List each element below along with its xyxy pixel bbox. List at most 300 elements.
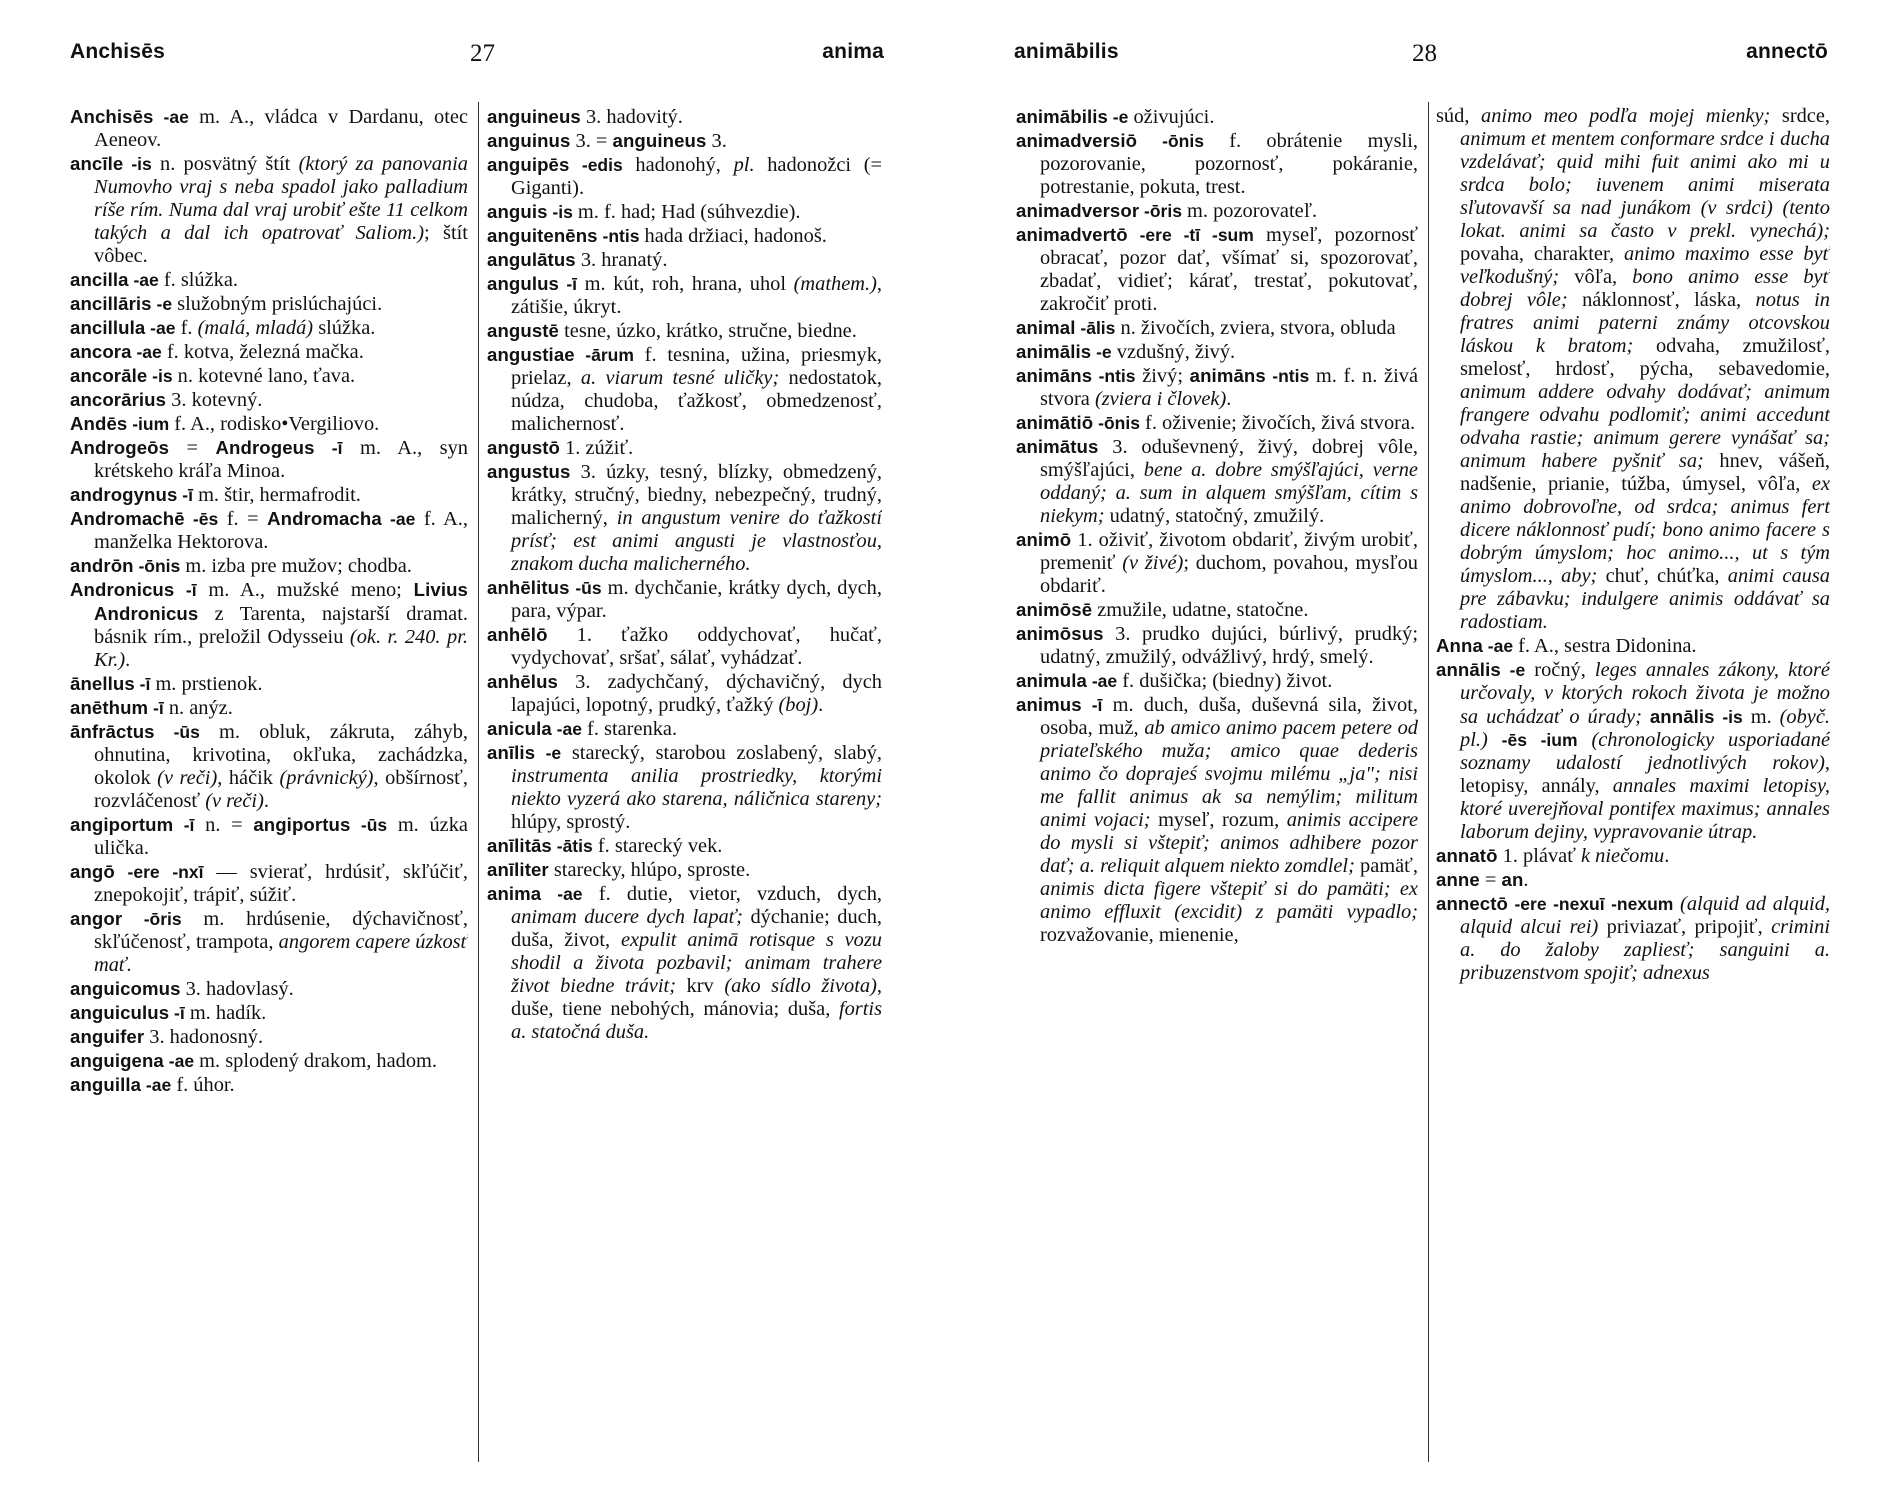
dictionary-entry: [70, 364, 468, 388]
dictionary-entry: [487, 319, 882, 343]
dictionary-entry: [70, 860, 468, 907]
definition-text: f. starecký vek.: [592, 835, 723, 857]
headword: anima: [487, 883, 542, 904]
headword: Anchisēs: [70, 106, 154, 127]
guide-word-first: animābilis: [1014, 40, 1119, 63]
grammar-ending: -ī: [177, 485, 193, 505]
definition-text: 3. hadovitý.: [580, 106, 683, 128]
definition-text: starecky, hlúpo, sproste.: [548, 859, 751, 881]
headword: ancorāle: [70, 365, 148, 386]
definition-text: f. kotva, železná mačka.: [161, 341, 364, 363]
definition-text: povaha, charakter,: [1460, 243, 1624, 265]
definition-text: f. A., rodisko•Vergiliovo.: [169, 413, 380, 435]
headword: anguilla: [70, 1074, 142, 1095]
definition-text: vzdušný, živý.: [1111, 341, 1236, 363]
headword: angustō: [487, 437, 561, 458]
definition-text: 1. zúžiť.: [560, 437, 634, 459]
italic-phrase: animi causa pre zábavku; indulgere animis oddávať sa radostiam.: [1460, 565, 1830, 633]
definition-text: f. dušička; (biedny) život.: [1117, 670, 1333, 692]
guide-word-last: anima: [822, 40, 884, 63]
definition-text: m. splodený drakom, hadom.: [194, 1050, 438, 1072]
italic-phrase: in angustum venire do ťažkostí prísť; est animi angusti je vlastnosťou, znakom ducha malicherného.: [511, 507, 882, 575]
dictionary-entry: [70, 316, 468, 340]
definition-text: .: [1523, 869, 1529, 891]
dictionary-entry: [487, 129, 882, 153]
definition-text: m. A., mužské meno;: [196, 579, 414, 601]
italic-phrase: animo maximo esse byť veľkodušný;: [1460, 243, 1830, 288]
headword: annatō: [1436, 845, 1498, 866]
headword: angō: [70, 861, 115, 882]
italic-phrase: animam ducere dych lapať;: [511, 906, 743, 928]
definition-text: myseľ, rozum,: [1150, 809, 1287, 831]
headword: animadversor: [1016, 200, 1140, 221]
left-running-head: [0, 40, 944, 76]
definition-text: starecký, starobou zoslabený, slabý,: [561, 742, 882, 764]
headword: Livius Andronicus: [94, 579, 468, 624]
headword: ancīle: [70, 153, 124, 174]
grammar-ending: -ī: [1081, 695, 1103, 715]
definition-text: m. pozorovateľ.: [1181, 200, 1318, 222]
dictionary-entry: [487, 576, 882, 623]
dictionary-entry: [1436, 634, 1830, 658]
definition-text: [1642, 706, 1650, 728]
headword: animōsus: [1016, 623, 1104, 644]
headword: anguiculus: [70, 1002, 170, 1023]
grammar-ending: -ae: [141, 1075, 172, 1095]
dictionary-entry: [70, 1073, 468, 1097]
italic-phrase: a. viarum tesné uličky;: [580, 367, 780, 389]
definition-text: m. štir, hermafrodit.: [192, 484, 361, 506]
definition-text: [1488, 729, 1502, 751]
italic-phrase: ab amico animo pacem petere od priateľského muža; amico quae dederis animo čo doprajeś svojmu milému „ja"; nisi me fallit animus ak sa nemýlim; militum animi vojaci;: [1040, 717, 1418, 831]
dictionary-entry: [1436, 844, 1830, 868]
definition-text: hadonožci (= Giganti).: [511, 154, 882, 199]
dictionary-entry: [70, 1049, 468, 1073]
definition-text: odvaha, zmužilosť, smelosť, hrdosť, pýcha, sebavedomie,: [1460, 335, 1830, 380]
definition-text: m. obluk, zákruta, záhyb, ohnutina, krivotina, okľuka, zachádzka, okolok: [94, 721, 468, 789]
grammar-ending: -ōnis: [133, 556, 181, 576]
definition-text: .: [1664, 845, 1670, 867]
definition-text: 3.: [706, 130, 727, 152]
grammar-ending: -e: [1500, 660, 1526, 680]
italic-phrase: (ako sídlo života): [724, 975, 877, 997]
italic-phrase: crimini a. do žaloby zapliesť; sanguini a. pribuzenstvom spojiť;: [1460, 916, 1830, 984]
grammar-ending: -ēs: [184, 509, 219, 529]
headword: Androgeus: [215, 437, 315, 458]
headword: angor: [70, 908, 123, 929]
right-running-head: [944, 40, 1888, 76]
italic-phrase: animum et mentem conformare srdce i ducha vzdelávať; quid mihi fuit animi ako mi u srdca bolo; iuvenem animi miserata sľutovavší sa nad junákom (v srdci) (tento lokat. animi sa často v prekl. vynechá);: [1460, 128, 1830, 242]
italic-phrase: (chronologicky usporiadané soznamy udalostí jednotlivých rokov): [1460, 729, 1830, 774]
headword: angustiae: [487, 344, 575, 365]
definition-text: tesne, úzko, krátko, stručne, biedne.: [559, 320, 857, 342]
italic-phrase: (mathem.): [793, 273, 877, 295]
headword: anguineus: [612, 130, 707, 151]
definition-text: f. A., sestra Didonina.: [1513, 635, 1697, 657]
definition-text: .: [126, 954, 132, 976]
guide-word-last: annectō: [1746, 40, 1828, 63]
italic-phrase: fortis a. statočná duša.: [511, 998, 882, 1043]
headword: ancillāris: [70, 293, 152, 314]
definition-text: m. hadík.: [184, 1002, 267, 1024]
dictionary-entry: [1016, 528, 1418, 598]
dictionary-entry: [1016, 223, 1418, 316]
definition-text: 3. oduševnený, živý, dobrej vôle, smýšľajúci,: [1040, 436, 1418, 481]
definition-text: náklonnosť, láska,: [1567, 289, 1756, 311]
definition-text: f. tesnina, užina, priesmyk, prielaz,: [511, 344, 882, 389]
definition-text: .: [818, 694, 824, 716]
grammar-ending: -ere -nexuī -nexum: [1508, 894, 1674, 914]
right-page-column-1: [1016, 105, 1418, 1475]
headword: ancilla: [70, 269, 129, 290]
italic-phrase: (ktorý za panovania Numovho vraj s neba spadol jako palladium ríše rím. Numa dal vraj urobiť ešte 11 celkom takých a dal ich opatrovať Saliom.): [94, 153, 468, 244]
italic-phrase: adnexus: [1643, 962, 1710, 984]
headword: an: [1501, 869, 1524, 890]
definition-text: m. f. had; Had (súhvezdie).: [572, 201, 801, 223]
definition-text: udatný, statočný, zmužilý.: [1104, 505, 1325, 527]
italic-phrase: expulit animā rotisque s vozu shodil a života pozbavil; animam trahere život biedne trávit;: [511, 929, 882, 997]
grammar-ending: -e: [1091, 342, 1112, 362]
italic-phrase: angorem capere úzkosť mať: [94, 931, 468, 976]
definition-text: f. =: [218, 508, 268, 530]
headword: ancillula: [70, 317, 146, 338]
grammar-ending: -ae: [145, 318, 176, 338]
headword: angiportus: [253, 814, 351, 835]
grammar-ending: -e: [535, 743, 562, 763]
headword: ancora: [70, 341, 132, 362]
dictionary-entry: [70, 672, 468, 696]
headword: annectō: [1436, 893, 1508, 914]
dictionary-entry: [1016, 129, 1418, 199]
definition-text: n. živočích, zviera, stvora, obluda: [1115, 317, 1396, 339]
headword: animāns: [1016, 365, 1093, 386]
definition-text: 3. hadovlasý.: [180, 978, 294, 1000]
definition-text: m. prstienok.: [150, 673, 263, 695]
italic-phrase: (ok. r. 240. pr. Kr.): [94, 626, 468, 671]
grammar-ending: -is: [1714, 707, 1743, 727]
definition-text: m. dychčanie, krátky dych, dych, para, výpar.: [511, 577, 882, 622]
dictionary-entry: [70, 578, 468, 672]
dictionary-entry: [70, 977, 468, 1001]
definition-text: , duše, tiene nebohých, mánovia; duša,: [511, 975, 882, 1020]
dictionary-entry: [487, 224, 882, 248]
italic-phrase: (v reči): [205, 790, 264, 812]
dictionary-entry: [487, 834, 882, 858]
definition-text: krv: [675, 975, 725, 997]
definition-text: ; duchom, povahou, mysľou obdariť.: [1040, 552, 1418, 597]
headword: Androgeōs: [70, 437, 170, 458]
headword: anguicomus: [70, 978, 181, 999]
dictionary-entry: [70, 554, 468, 578]
dictionary-entry: [1016, 598, 1418, 622]
headword: annālis: [1649, 706, 1715, 727]
italic-phrase: notus in fratres animi paterni známy otcovskou láskou k bratom;: [1460, 289, 1830, 357]
grammar-ending: -ere -tī -sum: [1127, 225, 1254, 245]
headword: angulus: [487, 273, 559, 294]
italic-phrase: animum addere odvahy dodávať; animum frangere odvahu podlomiť; animi accedunt odvaha rastie; animum gerere vynášať sa; animum habere pyšniť sa;: [1460, 381, 1830, 472]
grammar-ending: -ī: [134, 674, 151, 694]
definition-text: =: [1479, 869, 1502, 891]
headword: Andromachē: [70, 508, 185, 529]
grammar-ending: -edis: [569, 155, 623, 175]
headword: anguipēs: [487, 154, 570, 175]
dictionary-entry: [1016, 669, 1418, 693]
italic-phrase: bono animo esse byť dobrej vôle;: [1460, 266, 1830, 311]
dictionary-entry: [70, 436, 468, 483]
italic-phrase: (zviera i človek): [1094, 388, 1227, 410]
page-number: 28: [1412, 40, 1437, 67]
dictionary-entry: [70, 292, 468, 316]
definition-text: 1. ťažko oddychovať, hučať, vydychovať, sršať, sálať, vyhádzať.: [511, 624, 882, 669]
definition-text: f. obrátenie mysli, pozorovanie, pozornosť, pokáranie, potrestanie, pokuta, trest.: [1040, 130, 1418, 198]
definition-text: f. slúžka.: [158, 269, 239, 291]
italic-phrase: (v reči): [157, 767, 218, 789]
headword: anhēlō: [487, 624, 548, 645]
headword: anīliter: [487, 859, 549, 880]
definition-text: .: [125, 649, 131, 671]
dictionary-entry: [487, 272, 882, 319]
italic-phrase: animis dicta figere vštepiť si do pamäti; ex animo effluxit (excidit) z pamäti vypadlo;: [1040, 878, 1418, 923]
page-number: 27: [470, 40, 495, 67]
headword: anguineus: [487, 106, 581, 127]
headword: animābilis: [1016, 106, 1108, 127]
grammar-ending: -ōnis: [1137, 131, 1204, 151]
grammar-ending: -ntis: [1092, 366, 1136, 386]
definition-text: vôľa,: [1559, 266, 1633, 288]
dictionary-entry: [1436, 868, 1830, 892]
italic-phrase: pl.: [733, 154, 755, 176]
italic-phrase: animo meo podľa mojej mienky;: [1481, 105, 1771, 127]
definition-text: m. duch, duša, duševná sila, život, osoba, muž,: [1040, 694, 1418, 739]
headword: animula: [1016, 670, 1087, 691]
headword: andrōn: [70, 555, 134, 576]
italic-phrase: (v živé): [1122, 552, 1184, 574]
grammar-ending: -ī: [314, 438, 343, 458]
guide-word-first: Anchisēs: [70, 40, 165, 63]
headword: anne: [1436, 869, 1480, 890]
headword: androgynus: [70, 484, 178, 505]
definition-text: [1578, 729, 1592, 751]
definition-text: , háčik: [217, 767, 280, 789]
dictionary-entry: [1016, 316, 1418, 340]
dictionary-entry: [70, 268, 468, 292]
italic-phrase: leges annales zákony, ktoré určovaly, v ktorých rokoch života je možno sa uchádzať o úrady;: [1460, 659, 1830, 728]
headword: animāns: [1189, 365, 1266, 386]
definition-text: n. =: [194, 814, 254, 836]
dictionary-entry: [487, 717, 882, 741]
definition-text: ročný,: [1525, 659, 1595, 681]
grammar-ending: -ae: [381, 509, 416, 529]
definition-text: hnev, vášeň, nadšenie, prianie, túžba, úmysel, vôľa,: [1460, 450, 1830, 495]
grammar-ending: -ae: [1482, 636, 1514, 656]
grammar-ending: -ēs -ium: [1501, 730, 1578, 750]
grammar-ending: -e: [151, 294, 173, 314]
headword: annālis: [1436, 659, 1501, 680]
dictionary-entry: [487, 741, 882, 834]
definition-text: m. f. n. živá stvora: [1040, 365, 1418, 410]
grammar-ending: -ūs: [569, 578, 602, 598]
grammar-ending: -ae: [131, 342, 162, 362]
headword: animōsē: [1016, 599, 1093, 620]
italic-phrase: (boj): [778, 694, 819, 716]
headword: animadvertō: [1016, 224, 1128, 245]
definition-text: srdce,: [1770, 105, 1830, 127]
grammar-ending: -ae: [153, 107, 189, 127]
dictionary-entry: [70, 483, 468, 507]
italic-phrase: k niečomu: [1581, 845, 1665, 867]
grammar-ending: -ōris: [122, 909, 182, 929]
grammar-ending: -ere -nxī: [114, 862, 204, 882]
dictionary-entry: [70, 152, 468, 268]
dictionary-entry: [487, 858, 882, 882]
left-page-column-1: [70, 105, 468, 1475]
headword: animal: [1016, 317, 1076, 338]
grammar-ending: -ārum: [574, 345, 634, 365]
definition-text: m. izba pre mužov; chodba.: [180, 555, 412, 577]
dictionary-entry: [1016, 364, 1418, 411]
headword: anicula: [487, 718, 552, 739]
definition-text: 3. úzky, tesný, blízky, obmedzený, krátky, stručný, biedny, nebezpečný, trudný, malicherný,: [511, 461, 882, 529]
grammar-ending: -ae: [551, 719, 582, 739]
definition-text: živý;: [1135, 365, 1190, 387]
italic-phrase: (právnický): [279, 767, 374, 789]
definition-text: f. starenka.: [581, 718, 678, 740]
definition-text: pamäť,: [1354, 855, 1418, 877]
definition-text: m. úzka ulička.: [94, 814, 468, 859]
dictionary-entry: [1016, 435, 1418, 528]
grammar-ending: -is: [123, 154, 152, 174]
definition-text: hlúpy, sprostý.: [511, 811, 631, 833]
headword: anguigena: [70, 1050, 164, 1071]
dictionary-entry: [70, 720, 468, 813]
definition-text: m. hrdúsenie, dýchavičnosť, skľúčenosť, trampota,: [94, 908, 468, 953]
column-divider: [478, 102, 479, 1462]
right-page: [944, 0, 1888, 1500]
definition-text: , zátišie, úkryt.: [511, 273, 882, 318]
dictionary-entry: [1016, 411, 1418, 435]
grammar-ending: -ī: [148, 698, 164, 718]
headword: anguinus: [487, 130, 571, 151]
definition-text: .: [263, 790, 269, 812]
italic-phrase: (alquid ad alquid, alquid alcui rei): [1460, 893, 1830, 938]
definition-text: 1. oživiť, životom obdariť, živým urobiť, premeniť: [1040, 529, 1418, 574]
headword: anīlitās: [487, 835, 552, 856]
grammar-ending: -ntis: [597, 226, 640, 246]
grammar-ending: -ī: [173, 815, 195, 835]
headword: anguifer: [70, 1026, 145, 1047]
dictionary-entry: [70, 1001, 468, 1025]
dictionary-entry: [487, 882, 882, 1044]
grammar-ending: -ae: [128, 270, 159, 290]
definition-text: nedostatok, núdza, chudoba, ťažkosť, obmedzenosť, malichernosť.: [511, 367, 882, 435]
dictionary-entry: [70, 340, 468, 364]
definition-text: f.: [175, 317, 198, 339]
dictionary-entry: [70, 105, 468, 152]
headword: anguis: [487, 201, 548, 222]
definition-text: zmužile, udatne, statočne.: [1092, 599, 1309, 621]
dictionary-entry: [70, 507, 468, 554]
definition-text: m.: [1742, 706, 1780, 728]
definition-text: f. oživenie; živočích, živá stvora.: [1139, 412, 1416, 434]
headword: Andronicus: [70, 579, 175, 600]
grammar-ending: -ium: [127, 414, 170, 434]
definition-text: 3. zadychčaný, dýchavičný, dych lapajúci, lopotný, prudký, ťažký: [511, 671, 882, 716]
headword: Andēs: [70, 413, 128, 434]
grammar-ending: -ūs: [154, 722, 200, 742]
definition-text: hada držiaci, hadonoš.: [639, 225, 827, 247]
headword: ancorārius: [70, 389, 167, 410]
dictionary-entry: [1016, 340, 1418, 364]
dictionary-entry: [487, 200, 882, 224]
grammar-ending: -ūs: [350, 815, 388, 835]
definition-text: =: [169, 437, 216, 459]
headword: anhēlitus: [487, 577, 570, 598]
definition-text: slúžka.: [313, 317, 376, 339]
definition-text: m. A., vládca v Dardanu, otec Aeneov.: [94, 106, 468, 151]
dictionary-entry: [70, 388, 468, 412]
dictionary-entry: [1436, 892, 1830, 985]
definition-text: hadonohý,: [622, 154, 734, 176]
dictionary-entry: [487, 343, 882, 436]
column-divider: [1428, 102, 1429, 1462]
definition-text: rozvažovanie, mienenie,: [1040, 924, 1239, 946]
headword: animātus: [1016, 436, 1099, 457]
definition-text: z Tarenta, najstarší dramat. básnik rím., preložil Odysseiu: [94, 603, 468, 648]
headword: ānellus: [70, 673, 135, 694]
definition-text: 1. plávať: [1497, 845, 1582, 867]
headword: anhēlus: [487, 671, 558, 692]
definition-text: , letopisy, annály,: [1460, 752, 1830, 797]
italic-phrase: ex animo dobrovoľne, od srdca; animus fert dicere náklonnosť pudí; bono animo facere s dobrým úmyslom; hoc animo..., ut s tým úmyslom..., aby;: [1460, 473, 1830, 587]
definition-text: služobným prislúchajúci.: [172, 293, 383, 315]
grammar-ending: -ntis: [1265, 366, 1310, 386]
grammar-ending: -ī: [169, 1003, 185, 1023]
right-page-column-2: [1436, 105, 1830, 1475]
definition-text: f. úhor.: [171, 1074, 235, 1096]
italic-phrase: annales maximi letopisy, ktoré uverejňoval pontifex maximus; annales laborum dejiny, vypravovanie útrap.: [1460, 775, 1830, 843]
headword: ānfrāctus: [70, 721, 155, 742]
dictionary-entry: [70, 1025, 468, 1049]
definition-text: ; štít vôbec.: [94, 222, 468, 267]
grammar-ending: -ālis: [1075, 318, 1116, 338]
italic-phrase: instrumenta anilia prostriedky, ktorými niekto vyzerá ako starena, náličnica stareny;: [511, 765, 882, 810]
definition-text: — svierať, hrdúsiť, skľúčiť, znepokojiť, trápiť, súžiť.: [94, 861, 468, 906]
dictionary-entry: [1016, 622, 1418, 669]
dictionary-entry: [487, 248, 882, 272]
definition-text: chuť, chúťka,: [1597, 565, 1728, 587]
definition-text: 3. hadonosný.: [144, 1026, 264, 1048]
grammar-ending: -is: [147, 366, 173, 386]
grammar-ending: -is: [547, 202, 573, 222]
headword: angiportum: [70, 814, 174, 835]
left-page-column-2: [487, 105, 882, 1475]
headword: angulātus: [487, 249, 576, 270]
grammar-ending: -ōnis: [1093, 413, 1140, 433]
dictionary-entry: [487, 105, 882, 129]
definition-text: f. A., manželka Hektorova.: [94, 508, 468, 553]
italic-phrase: bene a. dobre smýšľajúci, verne oddaný; a. sum in alquem smýšľam, cítim s niekym;: [1040, 459, 1418, 527]
grammar-ending: -ī: [558, 274, 578, 294]
definition-text: priviazať, pripojiť,: [1598, 916, 1772, 938]
grammar-ending: -ae: [1086, 671, 1118, 691]
definition-text: n. posvätný štít: [151, 153, 299, 175]
dictionary-entry: [1016, 105, 1418, 129]
grammar-ending: -e: [1107, 107, 1129, 127]
headword: anēthum: [70, 697, 149, 718]
definition-text: súd,: [1436, 105, 1482, 127]
definition-text: 3. hranatý.: [575, 249, 668, 271]
dictionary-entry: [487, 153, 882, 200]
